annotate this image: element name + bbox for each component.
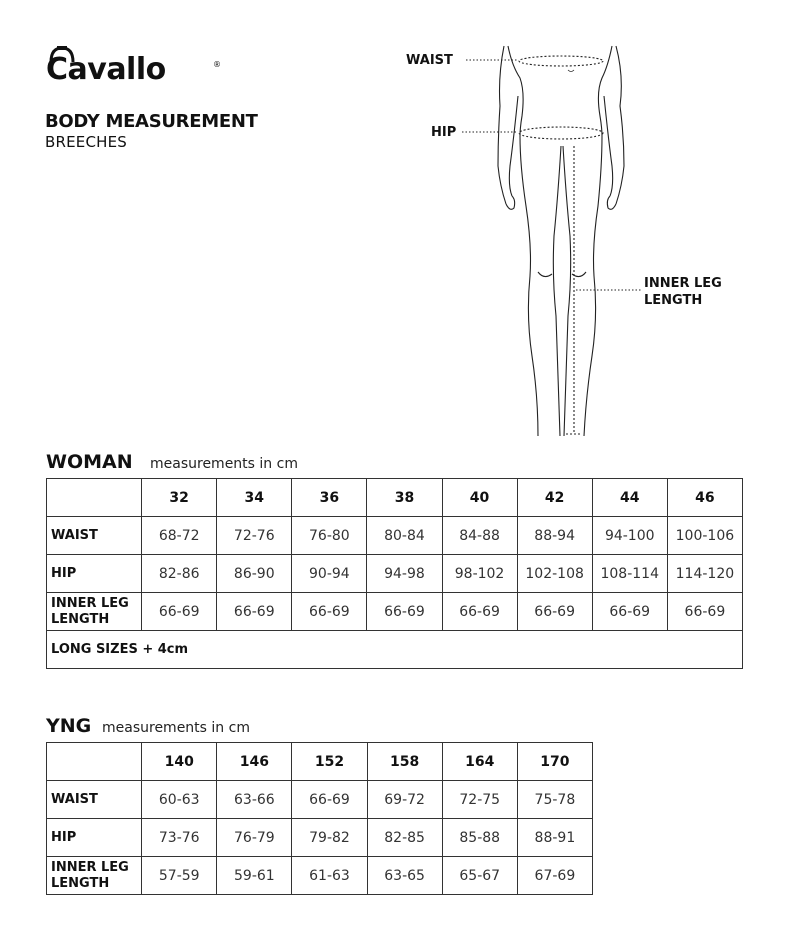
table-cell: 63-66 — [217, 781, 292, 819]
size-header: 46 — [667, 479, 742, 517]
row-label: HIP — [47, 819, 142, 857]
size-header: 146 — [217, 743, 292, 781]
row-label: WAIST — [47, 781, 142, 819]
table-cell: 72-75 — [442, 781, 517, 819]
corner-cell — [47, 479, 142, 517]
table-cell: 82-86 — [142, 555, 217, 593]
size-header: 164 — [442, 743, 517, 781]
waist-label: WAIST — [406, 53, 453, 68]
table-row — [47, 857, 593, 895]
size-header: 170 — [517, 743, 592, 781]
table-cell: 82-85 — [367, 819, 442, 857]
row-label-line1: INNER LEG — [51, 595, 129, 611]
table-cell: 66-69 — [142, 593, 217, 631]
table-cell: 76-80 — [292, 517, 367, 555]
inner-leg-label — [644, 275, 744, 309]
table-cell: 94-100 — [592, 517, 667, 555]
inner-leg-label-line2: LENGTH — [644, 293, 703, 308]
table-cell: 98-102 — [442, 555, 517, 593]
table-cell: 66-69 — [367, 593, 442, 631]
table-row — [47, 781, 593, 819]
brand-name: Cavallo — [46, 52, 166, 87]
table-cell: 61-63 — [292, 857, 367, 895]
table-cell: 108-114 — [592, 555, 667, 593]
size-header: 44 — [592, 479, 667, 517]
inner-leg-label-line1: INNER LEG — [644, 276, 722, 291]
row-label: WAIST — [47, 517, 142, 555]
table-cell: 66-69 — [517, 593, 592, 631]
long-sizes-note: LONG SIZES + 4cm — [47, 631, 743, 669]
size-header: 34 — [217, 479, 292, 517]
table-cell: 88-91 — [517, 819, 592, 857]
table-cell: 66-69 — [217, 593, 292, 631]
table-cell: 68-72 — [142, 517, 217, 555]
table-header-row — [47, 743, 593, 781]
yng-section-note: measurements in cm — [102, 720, 250, 736]
row-label-line1: INNER LEG — [51, 859, 129, 875]
table-cell: 72-76 — [217, 517, 292, 555]
table-footer-row — [47, 631, 743, 669]
yng-size-table — [46, 742, 593, 895]
size-header: 40 — [442, 479, 517, 517]
row-label-line2: LENGTH — [51, 875, 110, 891]
table-cell: 66-69 — [592, 593, 667, 631]
table-cell: 66-69 — [292, 593, 367, 631]
size-header: 42 — [517, 479, 592, 517]
table-cell: 66-69 — [292, 781, 367, 819]
row-label: HIP — [47, 555, 142, 593]
hip-label: HIP — [431, 125, 457, 140]
table-header-row — [47, 479, 743, 517]
woman-section-title: WOMAN — [46, 451, 133, 473]
woman-size-table — [46, 478, 743, 669]
table-cell: 94-98 — [367, 555, 442, 593]
size-header: 32 — [142, 479, 217, 517]
size-header: 158 — [367, 743, 442, 781]
row-label — [47, 857, 142, 895]
table-cell: 66-69 — [442, 593, 517, 631]
table-cell: 60-63 — [142, 781, 217, 819]
table-cell: 90-94 — [292, 555, 367, 593]
table-cell: 57-59 — [142, 857, 217, 895]
page-title: BODY MEASUREMENT — [45, 111, 258, 132]
woman-section-note: measurements in cm — [150, 456, 298, 472]
table-row — [47, 517, 743, 555]
table-cell: 73-76 — [142, 819, 217, 857]
table-cell: 84-88 — [442, 517, 517, 555]
table-row — [47, 593, 743, 631]
table-cell: 75-78 — [517, 781, 592, 819]
body-figure-illustration — [380, 36, 740, 446]
size-header: 38 — [367, 479, 442, 517]
size-header: 140 — [142, 743, 217, 781]
table-cell: 63-65 — [367, 857, 442, 895]
table-cell: 76-79 — [217, 819, 292, 857]
table-cell: 86-90 — [217, 555, 292, 593]
row-label — [47, 593, 142, 631]
page-subtitle: BREECHES — [45, 133, 128, 151]
table-row — [47, 555, 743, 593]
row-label-line2: LENGTH — [51, 611, 110, 627]
size-header: 36 — [292, 479, 367, 517]
table-cell: 80-84 — [367, 517, 442, 555]
table-cell: 79-82 — [292, 819, 367, 857]
corner-cell — [47, 743, 142, 781]
yng-section-title: YNG — [46, 715, 92, 737]
registered-mark: ® — [213, 60, 221, 69]
table-cell: 88-94 — [517, 517, 592, 555]
table-cell: 69-72 — [367, 781, 442, 819]
table-cell: 65-67 — [442, 857, 517, 895]
table-cell: 67-69 — [517, 857, 592, 895]
table-cell: 102-108 — [517, 555, 592, 593]
table-cell: 100-106 — [667, 517, 742, 555]
table-cell: 66-69 — [667, 593, 742, 631]
size-header: 152 — [292, 743, 367, 781]
table-cell: 85-88 — [442, 819, 517, 857]
table-row — [47, 819, 593, 857]
table-cell: 59-61 — [217, 857, 292, 895]
table-cell: 114-120 — [667, 555, 742, 593]
